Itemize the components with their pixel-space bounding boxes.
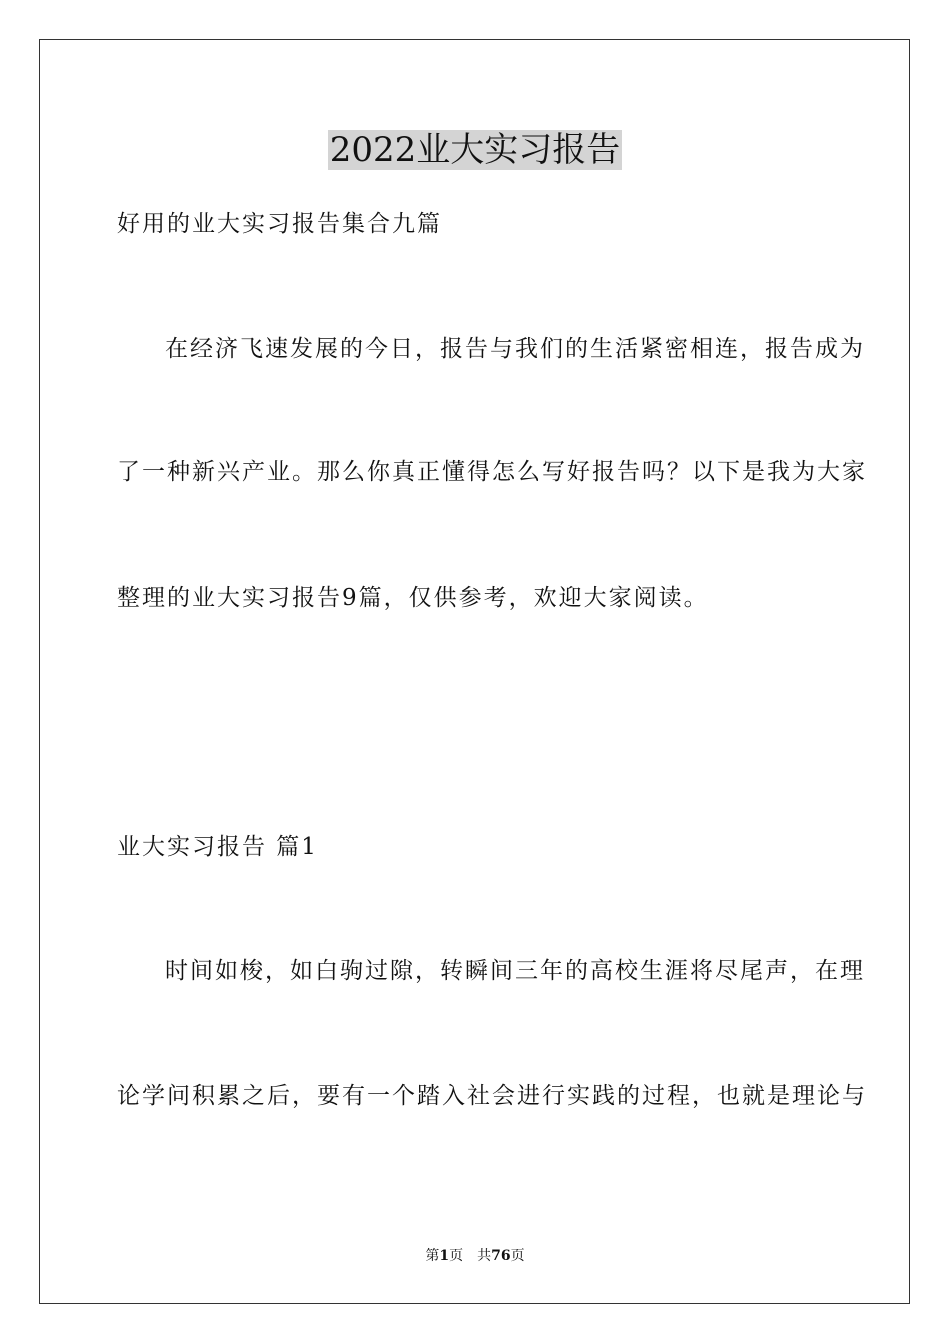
- footer-total-prefix: 共: [477, 1248, 492, 1264]
- footer-page-prefix: 第: [425, 1248, 440, 1264]
- intro-paragraph-line-3: 整理的业大实习报告9篇，仅供参考，欢迎大家阅读。: [117, 585, 709, 611]
- footer-current-page: 1: [439, 1248, 450, 1264]
- footer-page-unit: 页: [449, 1248, 464, 1264]
- intro-paragraph-line-1: 在经济飞速发展的今日，报告与我们的生活紧密相连，报告成为: [165, 336, 865, 362]
- section-heading: 业大实习报告 篇1: [117, 834, 318, 860]
- intro-paragraph-line-2: 了一种新兴产业。那么你真正懂得怎么写好报告吗？以下是我为大家: [117, 459, 867, 485]
- page-footer: [0, 1247, 950, 1265]
- document-title: [0, 128, 950, 172]
- document-subtitle: 好用的业大实习报告集合九篇: [117, 211, 442, 237]
- document-title-text: 2022业大实习报告: [329, 130, 621, 170]
- footer-total-pages: 76: [491, 1248, 511, 1264]
- footer-total-unit: 页: [510, 1248, 525, 1264]
- section-paragraph-line-2: 论学问积累之后，要有一个踏入社会进行实践的过程，也就是理论与: [117, 1083, 867, 1109]
- section-paragraph-line-1: 时间如梭，如白驹过隙，转瞬间三年的高校生涯将尽尾声，在理: [165, 958, 865, 984]
